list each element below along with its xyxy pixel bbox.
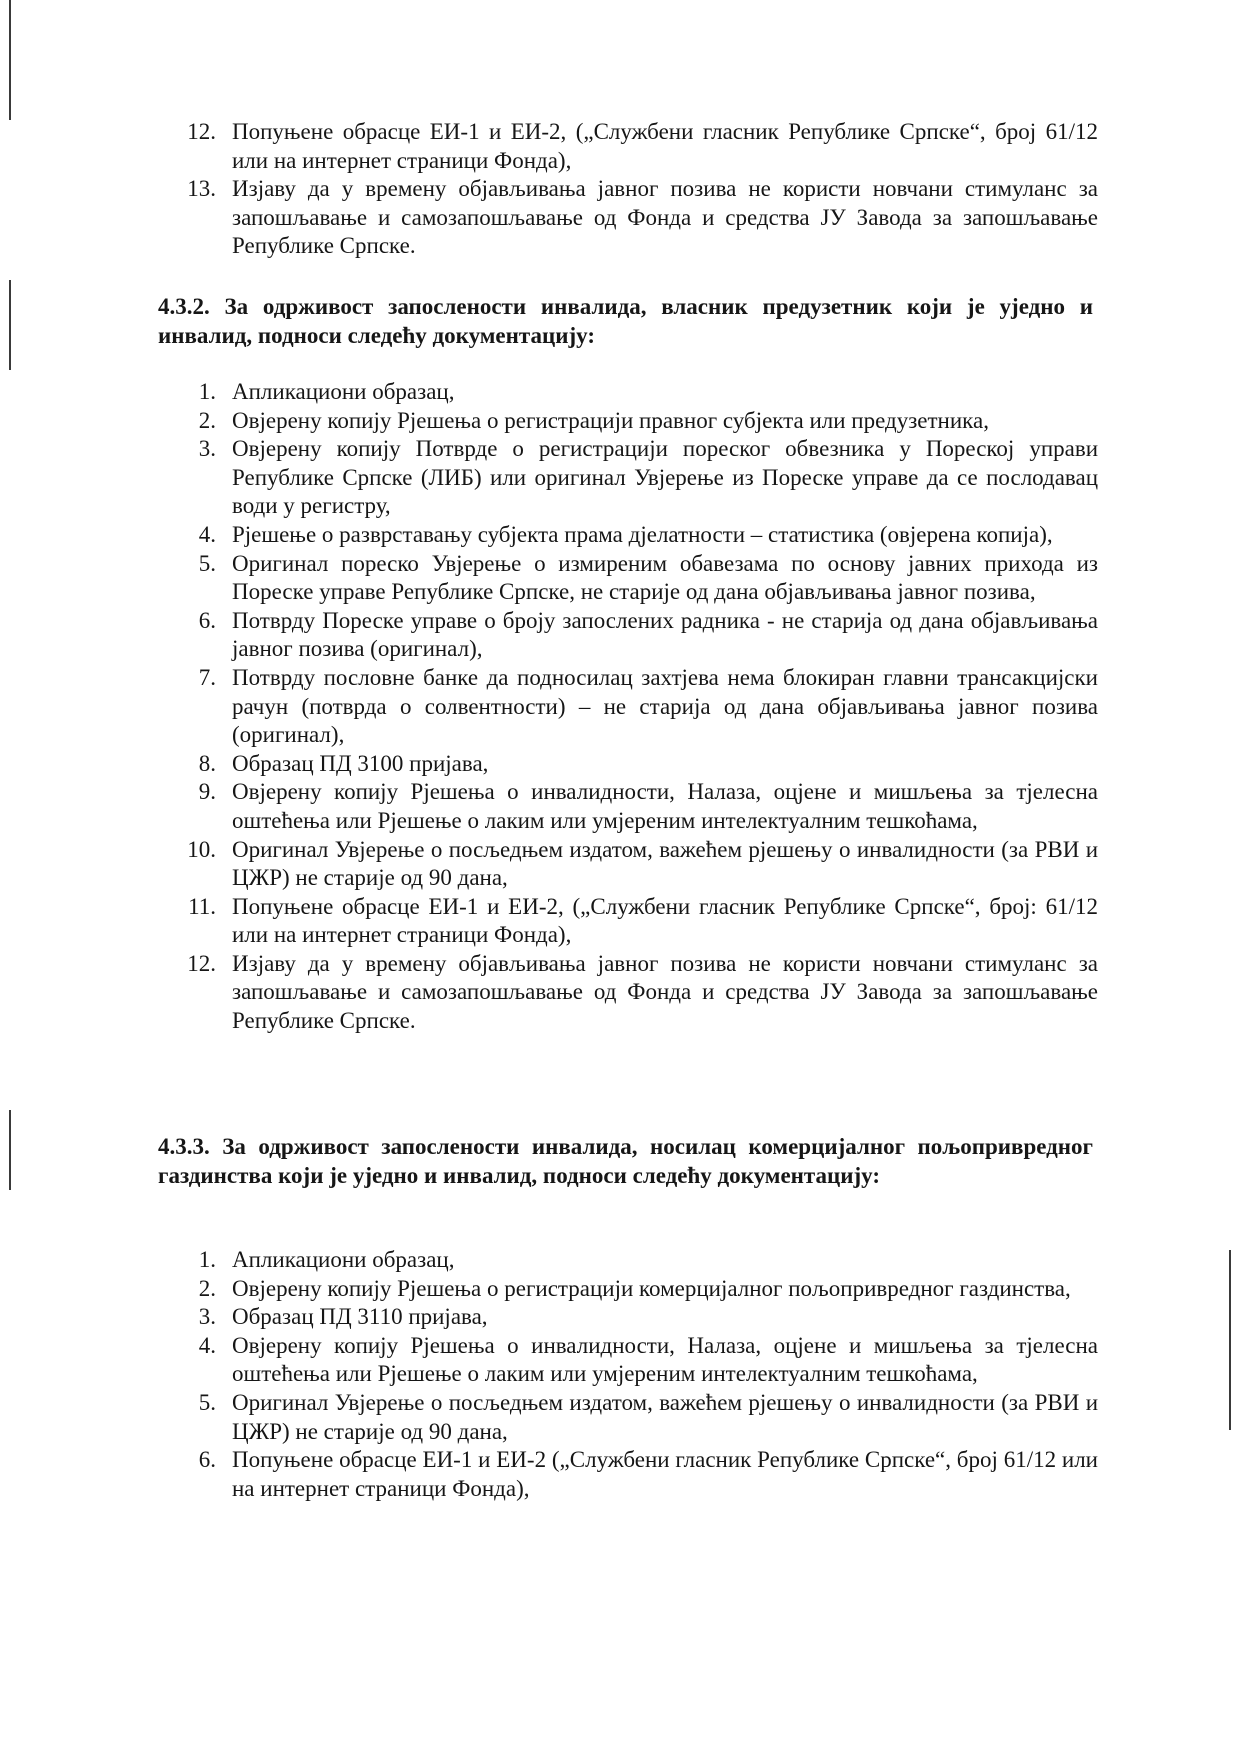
list-item [158, 950, 1098, 1036]
list-item-number: 9. [198, 779, 216, 805]
list-item-number: 1. [198, 379, 216, 404]
list-item [158, 378, 1098, 407]
list-item-number: 4. [198, 521, 216, 547]
section-heading-4-3-3: 4.3.3. За одрживост запослености инвалида, носилац комерцијалног пољопривредног газдинства који је уједно и инвалид, подноси следећу документацију: [158, 1134, 1093, 1188]
list-item [158, 1332, 1098, 1389]
scan-artifact [9, 280, 11, 370]
list-item-number: 4. [198, 1332, 216, 1358]
list-item [158, 778, 1098, 835]
list-item-number: 8. [198, 750, 216, 776]
list-item-text: Овјерену копију Рјешења о регистрацији правног субјекта или предузетника, [232, 407, 989, 433]
list-item-number: 2. [198, 407, 216, 433]
list-item [158, 1246, 1098, 1275]
list-item-text: Попуњене обрасце ЕИ-1 и ЕИ-2, („Службени гласник Републике Српске“, број 61/12 или на интернет страници Фонда), [232, 119, 1098, 173]
scan-artifact [9, 0, 11, 120]
list-item-text: Изјаву да у времену објављивања јавног позива не користи новчани стимуланс за запошљавање и самозапошљавање од Фонда и средства ЈУ Завода за запошљавање Републике Српске. [232, 950, 1098, 1034]
scan-artifact [9, 1110, 11, 1190]
scan-artifact [1229, 1250, 1231, 1430]
top-list [158, 118, 1098, 261]
list-item-text: Потврду Пореске управе о броју запослених радника - не старија од дана објављивања јавног позива (оригинал), [232, 607, 1098, 662]
section-4-3-3-items [158, 1246, 1098, 1503]
list-item [158, 1303, 1098, 1332]
list-item [158, 836, 1098, 893]
list-item-number: 6. [198, 607, 216, 633]
list-item-text: Оригинал Увјерење о посљедњем издатом, важећем рјешењу о инвалидности (за РВИ и ЦЖР) не старије од 90 дана, [232, 1389, 1098, 1444]
list-item [158, 407, 1098, 436]
list-item-number: 1. [198, 1247, 216, 1272]
list-item [158, 1275, 1098, 1304]
list-item-text: Овјерену копију Рјешења о инвалидности, Налаза, оцјене и мишљења за тјелесна оштећења или Рјешење о лаким или умјереним интелектуалним тешкоћама, [232, 779, 1098, 833]
list-item-text: Апликациони образац, [232, 1247, 455, 1272]
list-item-text: Апликациони образац, [232, 379, 455, 404]
list-item-text: Рјешење о разврставању субјекта прама дјелатности – статистика (овјерена копија), [232, 521, 1053, 547]
list-item-text: Оригинал пореско Увјерење о измиреним обавезама по основу јавних прихода из Пореске управе Републике Српске, не старије од дана објављивања јавног позива, [232, 550, 1098, 605]
list-item-number: 3. [198, 1304, 216, 1330]
list-item [158, 1389, 1098, 1446]
list-item-number: 5. [198, 550, 216, 576]
list-item-text: Овјерену копију Потврде о регистрацији пореског обвезника у Пореској управи Републике Српске (ЛИБ) или оригинал Увјерење из Пореске управе да се послодавац води у регистру, [232, 436, 1098, 519]
list-item [158, 664, 1098, 750]
list-item-text: Изјаву да у времену објављивања јавног позива не користи новчани стимуланс за запошљавање и самозапошљавање од Фонда и средства ЈУ Завода за запошљавање Републике Српске. [232, 176, 1098, 259]
section-4-3-2-list [158, 378, 1098, 1036]
list-item-number: 10. [187, 836, 216, 862]
list-item [158, 435, 1098, 521]
list-item-number: 3. [198, 436, 216, 462]
section-heading-4-3-2: 4.3.2. За одрживост запослености инвалида, власник предузетник који је уједно и инвалид, подноси следећу документацију: [158, 294, 1093, 348]
list-item-number: 2. [198, 1275, 216, 1301]
list-item [158, 118, 1098, 175]
list-item-text: Образац ПД 3110 пријава, [232, 1304, 488, 1330]
list-item-number: 6. [198, 1447, 216, 1473]
list-item [158, 893, 1098, 950]
list-item-text: Оригинал Увјерење о посљедњем издатом, важећем рјешењу о инвалидности (за РВИ и ЦЖР) не старије од 90 дана, [232, 836, 1098, 891]
list-item-text: Овјерену копију Рјешења о регистрацији комерцијалног пољопривредног газдинства, [232, 1275, 1071, 1301]
list-item-number: 12. [187, 119, 216, 144]
section-4-3-3-list [158, 1246, 1098, 1503]
list-item [158, 521, 1098, 550]
list-item [158, 1446, 1098, 1503]
list-item-text: Потврду пословне банке да подносилац захтјева нема блокиран главни трансакцијски рачун (потврда о солвентности) – не старија од дана објављивања јавног позива (оригинал), [232, 664, 1098, 748]
list-item [158, 607, 1098, 664]
list-item [158, 175, 1098, 261]
list-item-number: 12. [187, 950, 216, 976]
list-item-number: 5. [198, 1389, 216, 1415]
list-item [158, 550, 1098, 607]
list-item-text: Попуњене обрасце ЕИ-1 и ЕИ-2, („Службени гласник Републике Српске“, број: 61/12 или на интернет страници Фонда), [232, 893, 1098, 948]
list-item-text: Попуњене обрасце ЕИ-1 и ЕИ-2 („Службени гласник Републике Српске“, број 61/12 или на интернет страници Фонда), [232, 1447, 1098, 1501]
list-item [158, 750, 1098, 779]
list-item-text: Образац ПД 3100 пријава, [232, 750, 489, 776]
section-4-3-2-items [158, 378, 1098, 1036]
list-item-number: 11. [188, 893, 216, 919]
list-item-number: 13. [187, 176, 216, 202]
top-list-items [158, 118, 1098, 261]
list-item-number: 7. [198, 664, 216, 690]
list-item-text: Овјерену копију Рјешења о инвалидности, Налаза, оцјене и мишљења за тјелесна оштећења или Рјешење о лаким или умјереним интелектуалним тешкоћама, [232, 1332, 1098, 1387]
